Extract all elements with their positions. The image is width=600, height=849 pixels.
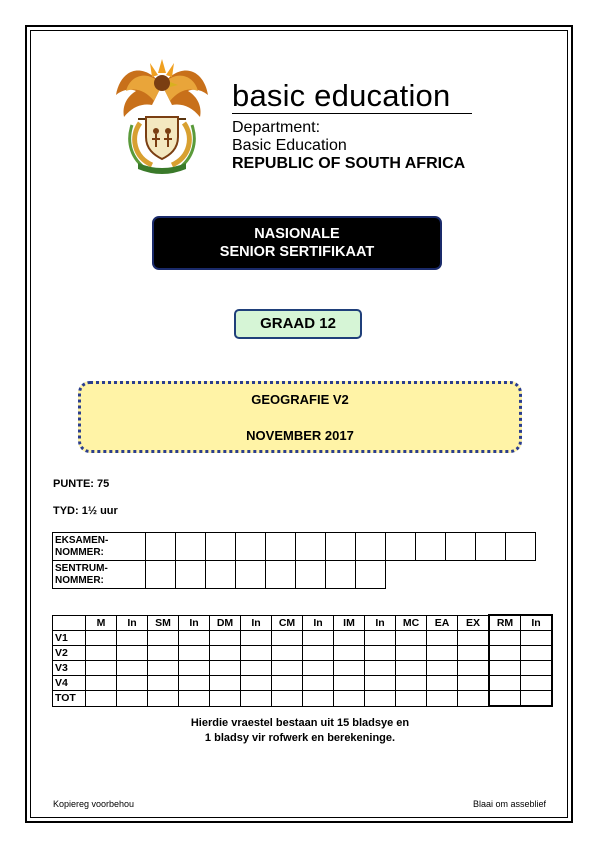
- marks-entry-cell[interactable]: [303, 691, 334, 707]
- marks-row: [53, 691, 553, 707]
- marks-entry-cell[interactable]: [334, 691, 365, 707]
- marks-entry-cell[interactable]: [365, 631, 396, 646]
- marks-entry-cell[interactable]: [210, 691, 241, 707]
- marks-column-header: DM: [210, 615, 241, 631]
- marks-entry-cell[interactable]: [489, 691, 521, 707]
- subject-name: GEOGRAFIE V2: [251, 392, 349, 407]
- marks-entry-cell[interactable]: [489, 646, 521, 661]
- empty-cell: [506, 561, 536, 589]
- department-line-1: Department:: [232, 119, 321, 136]
- marks-entry-cell[interactable]: [365, 676, 396, 691]
- marks-entry-cell[interactable]: [148, 646, 179, 661]
- marks-entry-cell[interactable]: [396, 691, 427, 707]
- marks-entry-cell[interactable]: [117, 646, 148, 661]
- marks-entry-cell[interactable]: [396, 661, 427, 676]
- marks-entry-cell[interactable]: [303, 631, 334, 646]
- exam-number-label: [53, 533, 146, 561]
- marks-entry-cell[interactable]: [458, 676, 490, 691]
- page-count-note: [0, 716, 600, 746]
- exam-number-digit-box[interactable]: [476, 533, 506, 561]
- marks-entry-cell[interactable]: [272, 646, 303, 661]
- empty-cell: [476, 561, 506, 589]
- marks-entry-cell[interactable]: [179, 631, 210, 646]
- marks-total: PUNTE: 75: [53, 478, 110, 490]
- marks-entry-cell[interactable]: [86, 691, 117, 707]
- marks-row-label: V4: [53, 676, 86, 691]
- marks-entry-cell[interactable]: [427, 691, 458, 707]
- marks-entry-cell[interactable]: [179, 676, 210, 691]
- marks-entry-cell[interactable]: [396, 676, 427, 691]
- marks-entry-cell[interactable]: [148, 631, 179, 646]
- marks-entry-cell[interactable]: [427, 631, 458, 646]
- exam-number-digit-box[interactable]: [506, 533, 536, 561]
- grade-badge: GRAAD 12: [234, 309, 362, 339]
- marks-entry-cell[interactable]: [241, 691, 272, 707]
- marks-entry-cell[interactable]: [86, 661, 117, 676]
- marks-entry-cell[interactable]: [334, 676, 365, 691]
- marks-entry-cell[interactable]: [272, 631, 303, 646]
- marks-entry-cell[interactable]: [86, 646, 117, 661]
- marks-entry-cell[interactable]: [334, 631, 365, 646]
- marks-entry-cell[interactable]: [365, 691, 396, 707]
- marks-row-label: V3: [53, 661, 86, 676]
- centre-number-digit-box[interactable]: [176, 561, 206, 589]
- marks-column-header: In: [241, 615, 272, 631]
- marks-entry-cell[interactable]: [365, 661, 396, 676]
- marks-entry-cell[interactable]: [179, 661, 210, 676]
- marks-entry-cell[interactable]: [210, 676, 241, 691]
- marks-table: [52, 614, 553, 707]
- marks-entry-cell[interactable]: [148, 661, 179, 676]
- marks-entry-cell[interactable]: [117, 676, 148, 691]
- marks-entry-cell[interactable]: [86, 631, 117, 646]
- marks-entry-cell[interactable]: [521, 691, 553, 707]
- marks-column-header: In: [365, 615, 396, 631]
- marks-entry-cell[interactable]: [241, 661, 272, 676]
- certificate-banner: [152, 216, 442, 270]
- marks-entry-cell[interactable]: [303, 661, 334, 676]
- marks-entry-cell[interactable]: [427, 676, 458, 691]
- centre-number-digit-box[interactable]: [236, 561, 266, 589]
- marks-entry-cell[interactable]: [241, 631, 272, 646]
- copyright-footer: Kopiereg voorbehou: [53, 799, 135, 809]
- marks-entry-cell[interactable]: [241, 676, 272, 691]
- marks-column-header: IM: [334, 615, 365, 631]
- marks-entry-cell[interactable]: [179, 646, 210, 661]
- centre-number-digit-box[interactable]: [296, 561, 326, 589]
- marks-entry-cell[interactable]: [179, 691, 210, 707]
- certificate-line-2: SENIOR SERTIFIKAAT: [219, 244, 375, 260]
- department-line-2: Basic Education: [232, 137, 347, 154]
- marks-entry-cell[interactable]: [521, 631, 553, 646]
- brand-underline: [232, 113, 472, 114]
- department-line-3: REPUBLIC OF SOUTH AFRICA: [232, 155, 466, 172]
- marks-entry-cell[interactable]: [365, 646, 396, 661]
- marks-entry-cell[interactable]: [458, 646, 490, 661]
- centre-number-label: [53, 561, 146, 589]
- marks-entry-cell[interactable]: [210, 646, 241, 661]
- exam-number-label-text: EKSAMEN- NOMMER:: [55, 534, 109, 558]
- centre-number-digit-box[interactable]: [356, 561, 386, 589]
- marks-entry-cell[interactable]: [521, 661, 553, 676]
- marks-entry-cell[interactable]: [117, 631, 148, 646]
- marks-entry-cell[interactable]: [458, 631, 490, 646]
- marks-entry-cell[interactable]: [521, 646, 553, 661]
- exam-number-row: [53, 533, 536, 561]
- marks-row-label: TOT: [53, 691, 86, 707]
- marks-entry-cell[interactable]: [489, 676, 521, 691]
- marks-entry-cell[interactable]: [272, 661, 303, 676]
- centre-number-digit-box[interactable]: [326, 561, 356, 589]
- marks-column-header: EA: [427, 615, 458, 631]
- marks-row: [53, 676, 553, 691]
- centre-number-row: [53, 561, 536, 589]
- exam-number-digit-box[interactable]: [176, 533, 206, 561]
- exam-number-digit-box[interactable]: [386, 533, 416, 561]
- marks-entry-cell[interactable]: [334, 661, 365, 676]
- exam-number-digit-box[interactable]: [206, 533, 236, 561]
- marks-entry-cell[interactable]: [272, 676, 303, 691]
- marks-entry-cell[interactable]: [521, 676, 553, 691]
- centre-number-label-text: SENTRUM- NOMMER:: [55, 562, 108, 586]
- marks-entry-cell[interactable]: [396, 646, 427, 661]
- centre-number-digit-box[interactable]: [206, 561, 236, 589]
- exam-number-digit-box[interactable]: [296, 533, 326, 561]
- centre-number-digit-box[interactable]: [146, 561, 176, 589]
- marks-row: [53, 646, 553, 661]
- marks-entry-cell[interactable]: [427, 646, 458, 661]
- empty-cell: [386, 561, 416, 589]
- subject-box: [78, 381, 522, 453]
- marks-column-header: In: [521, 615, 553, 631]
- south-africa-coat-of-arms-icon: [112, 55, 212, 175]
- marks-entry-cell[interactable]: [458, 691, 490, 707]
- exam-number-digit-box[interactable]: [416, 533, 446, 561]
- page-count-line-2: 1 bladsy vir rofwerk en berekeninge.: [204, 732, 396, 744]
- marks-entry-cell[interactable]: [210, 631, 241, 646]
- certificate-line-1: NASIONALE: [254, 226, 340, 242]
- turn-over-footer: Blaai om asseblief: [472, 799, 546, 809]
- empty-cell: [416, 561, 446, 589]
- marks-entry-cell[interactable]: [396, 631, 427, 646]
- marks-entry-cell[interactable]: [272, 691, 303, 707]
- marks-entry-cell[interactable]: [458, 661, 490, 676]
- marks-column-header: In: [303, 615, 334, 631]
- time-allowed: TYD: 1½ uur: [53, 505, 118, 517]
- exam-number-digit-box[interactable]: [356, 533, 386, 561]
- empty-cell: [446, 561, 476, 589]
- marks-entry-cell[interactable]: [489, 631, 521, 646]
- brand-title: basic education: [232, 78, 451, 113]
- marks-row-label: V2: [53, 646, 86, 661]
- marks-row: [53, 661, 553, 676]
- marks-entry-cell[interactable]: [117, 691, 148, 707]
- marks-column-header: MC: [396, 615, 427, 631]
- marks-column-header: RM: [489, 615, 521, 631]
- exam-date: NOVEMBER 2017: [246, 428, 354, 443]
- marks-column-header: M: [86, 615, 117, 631]
- marks-corner-cell: [53, 615, 86, 631]
- marks-entry-cell[interactable]: [427, 661, 458, 676]
- marks-entry-cell[interactable]: [303, 676, 334, 691]
- marks-entry-cell[interactable]: [210, 661, 241, 676]
- marks-entry-cell[interactable]: [241, 646, 272, 661]
- department-block: [232, 119, 465, 173]
- marks-column-header: SM: [148, 615, 179, 631]
- marks-column-header: EX: [458, 615, 490, 631]
- exam-number-digit-box[interactable]: [266, 533, 296, 561]
- marks-column-header: In: [179, 615, 210, 631]
- marks-entry-cell[interactable]: [303, 646, 334, 661]
- marks-row: [53, 631, 553, 646]
- marks-row-label: V1: [53, 631, 86, 646]
- exam-number-digit-box[interactable]: [236, 533, 266, 561]
- marks-column-header: In: [117, 615, 148, 631]
- page-count-line-1: Hierdie vraestel bestaan uit 15 bladsye en: [190, 717, 410, 729]
- exam-number-table: [52, 532, 536, 589]
- centre-number-digit-box[interactable]: [266, 561, 296, 589]
- exam-number-digit-box[interactable]: [146, 533, 176, 561]
- marks-entry-cell[interactable]: [489, 661, 521, 676]
- marks-entry-cell[interactable]: [86, 676, 117, 691]
- marks-entry-cell[interactable]: [117, 661, 148, 676]
- marks-entry-cell[interactable]: [334, 646, 365, 661]
- marks-header-row: [53, 615, 553, 631]
- marks-entry-cell[interactable]: [148, 691, 179, 707]
- exam-number-digit-box[interactable]: [326, 533, 356, 561]
- exam-number-digit-box[interactable]: [446, 533, 476, 561]
- marks-column-header: CM: [272, 615, 303, 631]
- marks-entry-cell[interactable]: [148, 676, 179, 691]
